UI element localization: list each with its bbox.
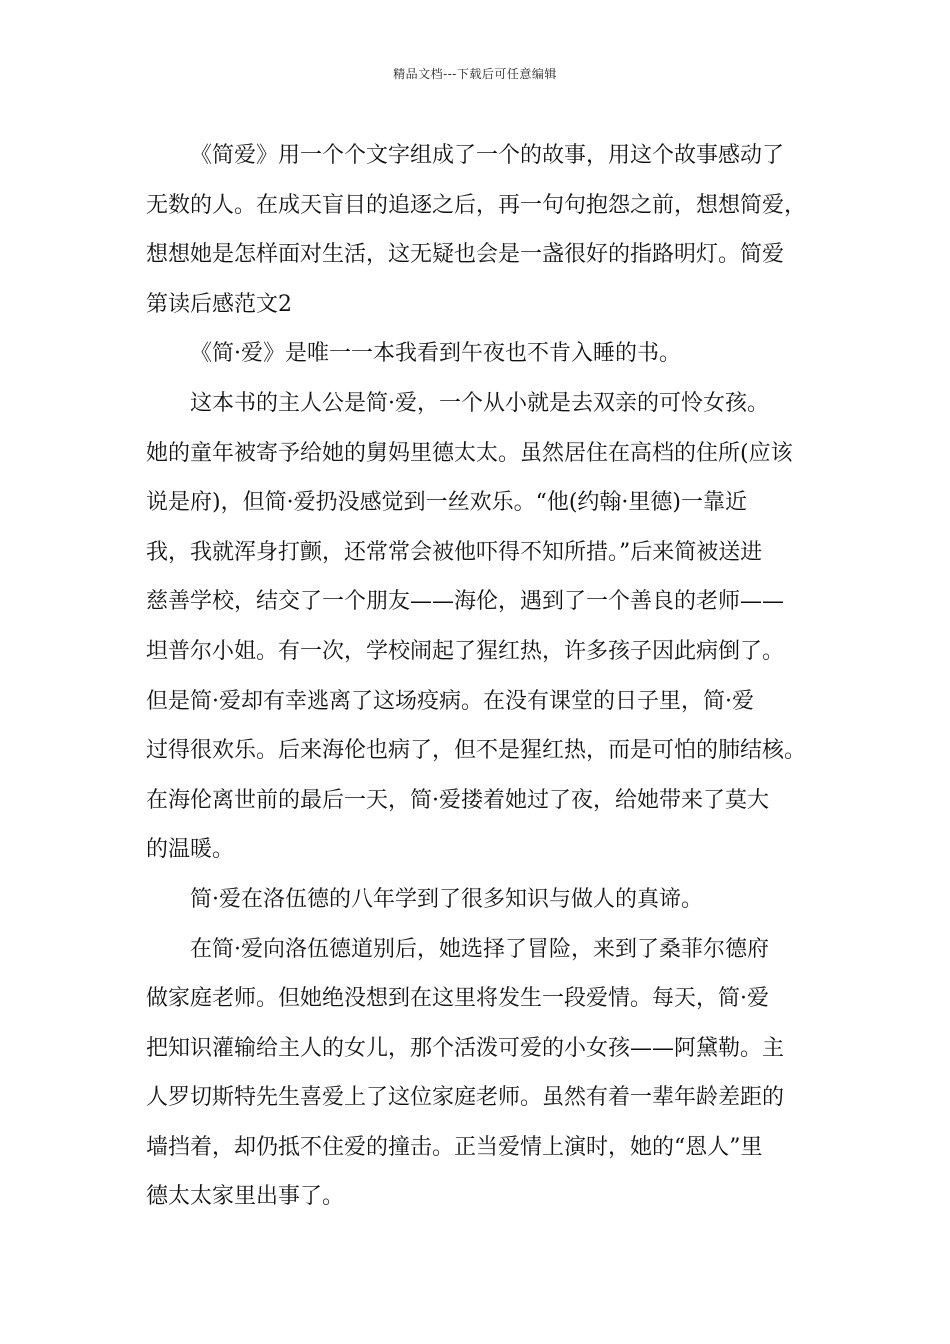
- text-line: 《简·爱》是唯一一本我看到午夜也不肯入睡的书。: [190, 341, 681, 367]
- document-body: [146, 131, 806, 1222]
- text-line: 在简·爱向洛伍德道别后，她选择了冒险，来到了桑菲尔德府: [190, 936, 769, 962]
- text-line: 说是府)，但简·爱扔没感觉到一丝欢乐。“他(约翰·里德)一靠近: [146, 490, 747, 516]
- text-line: 她的童年被寄予给她的舅妈里德太太。虽然居住在高档的住所(应该: [146, 440, 793, 466]
- text-line: 过得很欢乐。后来海伦也病了，但不是猩红热，而是可怕的肺结核。: [146, 738, 807, 764]
- text-line: 的温暖。: [146, 837, 235, 863]
- text-line: 把知识灌输给主人的女儿，那个活泼可爱的小女孩——阿黛勒。主: [146, 1035, 785, 1061]
- text-line: 想想她是怎样面对生活，这无疑也会是一盏很好的指路明灯。简爱: [146, 242, 785, 268]
- text-line: 第读后感范文2: [146, 291, 292, 317]
- text-line: 这本书的主人公是简·爱，一个从小就是去双亲的可怜女孩。: [190, 390, 769, 416]
- text-line: 人罗切斯特先生喜爱上了这位家庭老师。虽然有着一辈年龄差距的: [146, 1085, 785, 1111]
- text-line: 简·爱在洛伍德的八年学到了很多知识与做人的真谛。: [190, 886, 703, 912]
- text-line: 但是简·爱却有幸逃离了这场疫病。在没有课堂的日子里，简·爱: [146, 688, 754, 714]
- text-line: 在海伦离世前的最后一天，简·爱搂着她过了夜，给她带来了莫大: [146, 787, 769, 813]
- text-line: 墙挡着，却仍抵不住爱的撞击。正当爱情上演时，她的“恩人”里: [146, 1134, 763, 1160]
- text-line: 做家庭老师。但她绝没想到在这里将发生一段爱情。每天，简·爱: [146, 986, 769, 1012]
- text-line: 无数的人。在成天盲目的追逐之后，再一句句抱怨之前，想想简爱，: [146, 192, 807, 218]
- text-line: 德太太家里出事了。: [146, 1184, 345, 1210]
- text-line: 慈善学校，结交了一个朋友——海伦，遇到了一个善良的老师——: [146, 589, 785, 615]
- text-line: 我，我就浑身打颤，还常常会被他吓得不知所措。”后来简被送进: [146, 539, 763, 565]
- page-header: 精品文档---下载后可任意编辑: [393, 67, 557, 81]
- text-line: 坦普尔小姐。有一次，学校闹起了猩红热，许多孩子因此病倒了。: [146, 638, 785, 664]
- text-line: 《简爱》用一个个文字组成了一个的故事，用这个故事感动了: [190, 143, 785, 168]
